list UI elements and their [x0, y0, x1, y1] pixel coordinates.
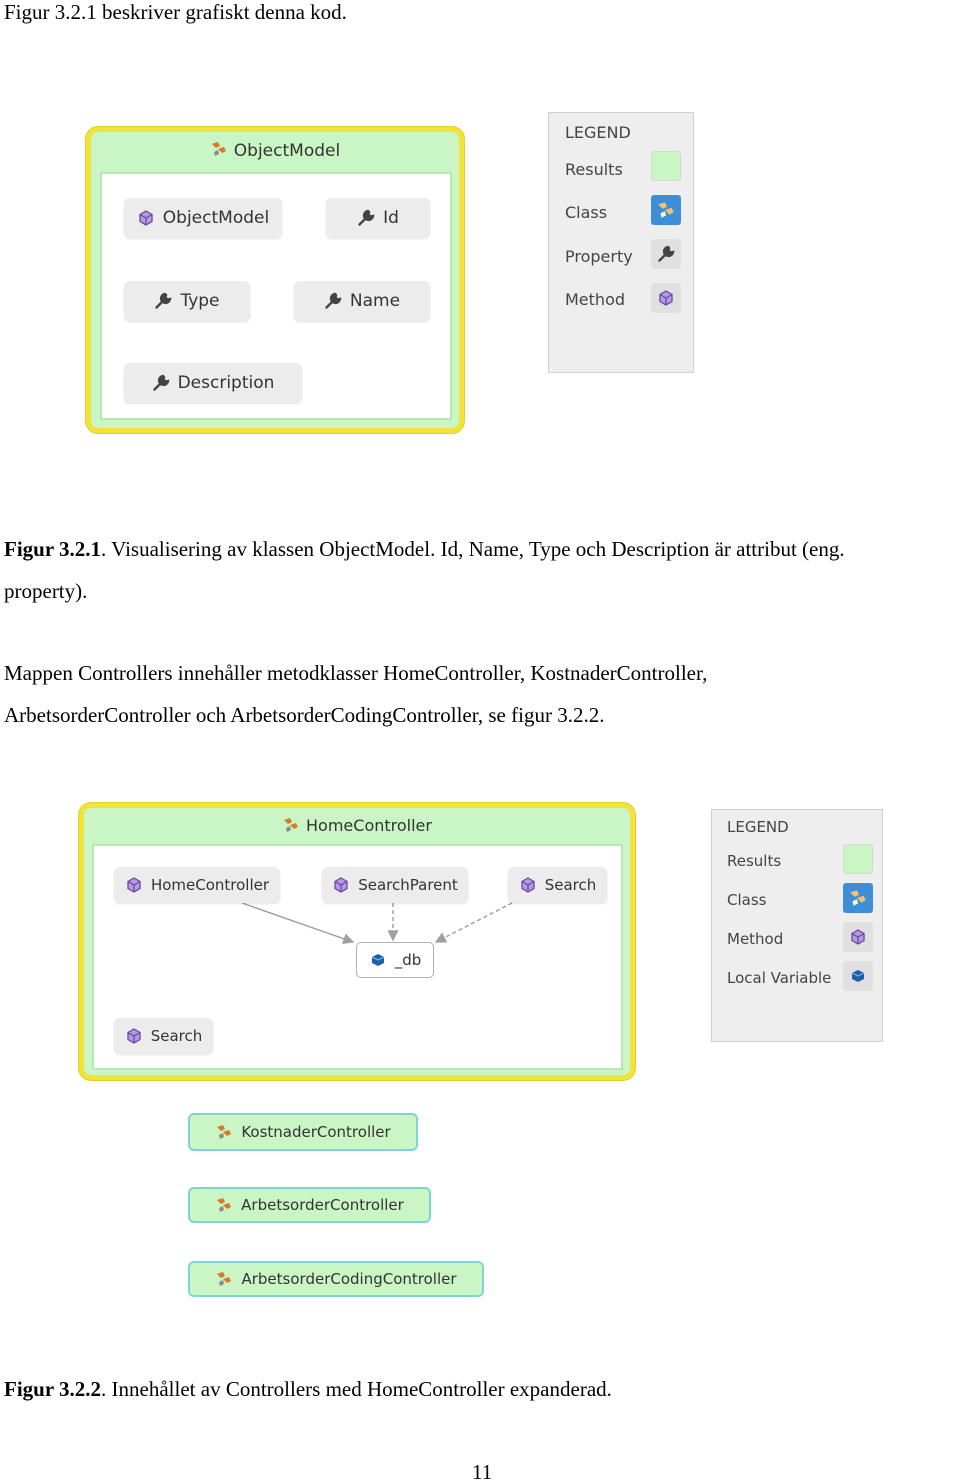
legend-class-icon [651, 195, 681, 225]
node-label: HomeController [150, 876, 270, 894]
legend-label-property: Property [565, 247, 633, 266]
caption-1-text: . Visualisering av klassen ObjectModel. Id, Name, Type och Description är attribut (eng. [101, 537, 845, 561]
legend-panel-2 [711, 809, 883, 1042]
homecontroller-title-text: HomeController [306, 816, 432, 835]
legend-method-icon [843, 922, 873, 952]
method-node-objectmodel[interactable] [124, 198, 282, 238]
node-label: Name [349, 291, 401, 311]
method-node-searchparent[interactable] [322, 867, 468, 903]
method-icon [332, 876, 350, 894]
legend-local-variable-icon [843, 961, 873, 991]
legend-label-class: Class [727, 891, 767, 909]
legend-title: LEGEND [565, 123, 631, 142]
class-icon [215, 1123, 233, 1141]
method-node-search-bottom[interactable] [114, 1018, 213, 1054]
homecontroller-class-container[interactable] [79, 803, 635, 1080]
class-icon [215, 1196, 233, 1214]
homecontroller-members-area [92, 844, 623, 1070]
class-icon [215, 1270, 233, 1288]
objectmodel-title-text: ObjectModel [233, 141, 341, 161]
node-label: SearchParent [358, 876, 458, 894]
wrench-icon [324, 292, 342, 310]
class-icon [282, 816, 300, 834]
node-label: Id [383, 208, 399, 228]
node-label: Type [180, 291, 220, 311]
legend-method-icon [651, 283, 681, 313]
legend-title: LEGEND [727, 818, 789, 836]
caption-2-text: . Innehållet av Controllers med HomeController expanderad. [101, 1377, 612, 1401]
figure-caption-2 [4, 1377, 612, 1401]
method-node-homecontroller[interactable] [114, 867, 280, 903]
page-number: 11 [472, 1460, 493, 1484]
figure-caption-1-cont: property). [4, 579, 88, 603]
node-label: ObjectModel [162, 208, 270, 228]
legend-label-method: Method [727, 930, 784, 948]
class-icon [210, 140, 228, 158]
node-label: ArbetsorderCodingController [241, 1270, 457, 1288]
node-label: Description [177, 373, 275, 393]
method-icon [125, 876, 143, 894]
property-node-type[interactable] [124, 281, 250, 321]
arrow-homecontroller-db [242, 903, 353, 942]
method-icon [519, 876, 537, 894]
legend-property-icon [651, 239, 681, 269]
figure-caption-1 [4, 537, 845, 561]
class-node-arbetsordercodingcontroller[interactable] [188, 1261, 484, 1297]
wrench-icon [152, 374, 170, 392]
local-variable-node-db[interactable] [356, 942, 434, 978]
caption-1-label: Figur 3.2.1 [4, 537, 102, 561]
paragraph-line-2: ArbetsorderController och ArbetsorderCodingController, se figur 3.2.2. [4, 703, 605, 727]
caption-2-label: Figur 3.2.2 [4, 1377, 102, 1401]
legend-label-class: Class [565, 203, 608, 222]
legend-label-local-variable: Local Variable [727, 969, 832, 987]
legend-label-results: Results [565, 160, 623, 179]
node-label: ArbetsorderController [241, 1196, 404, 1214]
legend-class-icon [843, 883, 873, 913]
property-node-id[interactable] [326, 198, 430, 238]
legend-label-method: Method [565, 290, 626, 309]
legend-label-results: Results [727, 852, 782, 870]
legend-swatch-results [843, 844, 873, 874]
node-label: Search [150, 1027, 203, 1045]
method-node-search-top[interactable] [508, 867, 607, 903]
legend-swatch-results [651, 151, 681, 181]
objectmodel-members-area [100, 172, 452, 420]
objectmodel-title [91, 140, 459, 161]
property-node-name[interactable] [294, 281, 430, 321]
legend-panel-1 [548, 112, 694, 373]
node-label: KostnaderController [241, 1123, 391, 1141]
wrench-icon [154, 292, 172, 310]
wrench-icon [357, 209, 375, 227]
property-node-description[interactable] [124, 363, 302, 403]
class-node-arbetsordercontroller[interactable] [188, 1187, 431, 1223]
method-icon [137, 209, 155, 227]
node-label: Search [544, 876, 597, 894]
paragraph-line-1: Mappen Controllers innehåller metodklasser HomeController, KostnaderController, [4, 661, 708, 685]
class-node-kostnadercontroller[interactable] [188, 1113, 418, 1151]
node-label: _db [394, 951, 422, 969]
method-icon [125, 1027, 143, 1045]
local-variable-icon [369, 951, 387, 969]
intro-text: Figur 3.2.1 beskriver grafiskt denna kod. [4, 0, 347, 24]
objectmodel-class-container[interactable] [86, 127, 464, 433]
arrow-search-db [436, 903, 512, 942]
homecontroller-title [84, 816, 630, 835]
